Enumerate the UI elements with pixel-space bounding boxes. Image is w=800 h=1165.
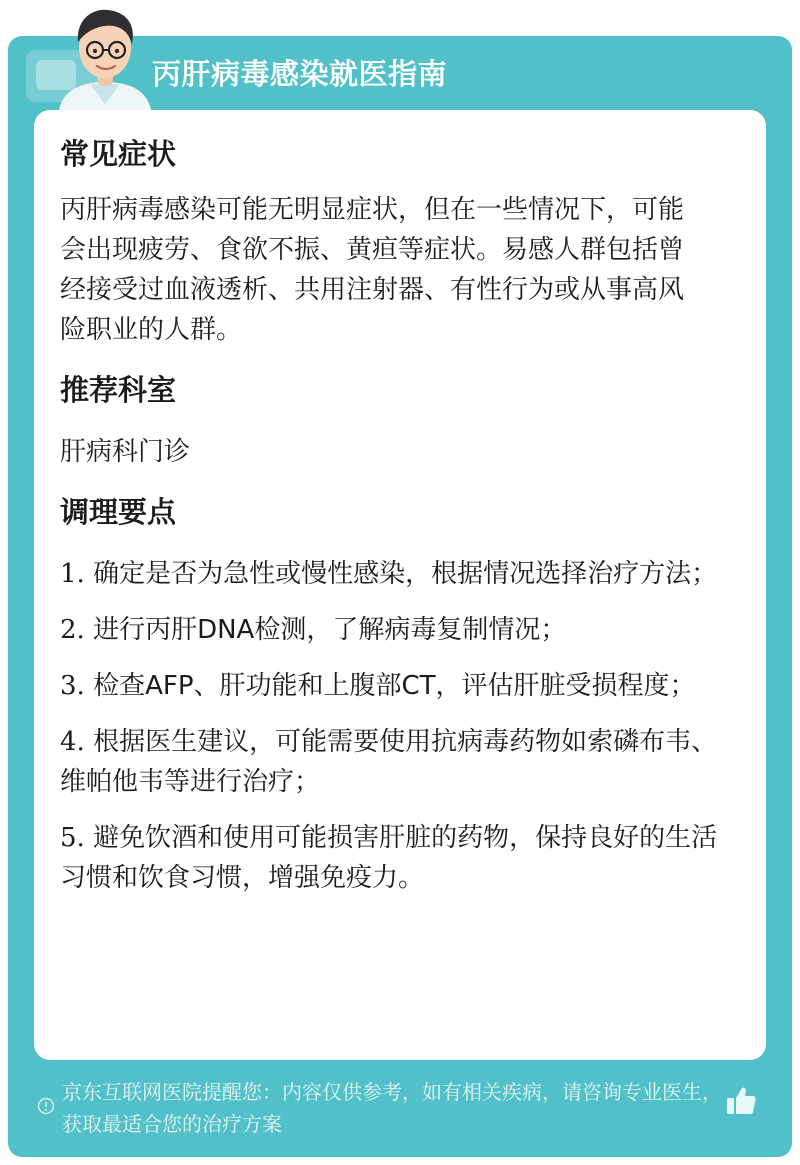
symptoms-heading: 常见症状 <box>60 137 177 171</box>
department-heading: 推荐科室 <box>60 373 177 407</box>
care-section <box>60 492 736 898</box>
department-text: 肝病科门诊 <box>60 437 191 467</box>
care-heading: 调理要点 <box>60 495 177 529</box>
thumbs-up-icon[interactable] <box>724 1084 758 1118</box>
list-item: 1. 确定是否为急性或慢性感染，根据情况选择治疗方法； <box>60 559 718 589</box>
content-card <box>34 110 766 1060</box>
disclaimer-text: 京东互联网医院提醒您：内容仅供参考，如有相关疾病，请咨询专业医生，获取最适合您的治疗方案 <box>62 1080 722 1136</box>
list-item: 3. 检查AFP、肝功能和上腹部CT，评估肝脏受损程度； <box>60 671 696 701</box>
list-item: 2. 进行丙肝DNA检测，了解病毒复制情况； <box>60 615 567 645</box>
symptoms-text: 丙肝病毒感染可能无明显症状，但在一些情况下，可能会出现疲劳、食欲不振、黄疸等症状。易感人群包括曾经接受过血液透析、共用注射器、有性行为或从事高风险职业的人群。 <box>60 195 685 345</box>
doctor-avatar-icon <box>50 4 160 116</box>
symptoms-section <box>60 134 736 350</box>
department-section <box>60 370 736 472</box>
info-icon <box>37 1097 55 1115</box>
page-title: 丙肝病毒感染就医指南 <box>152 57 448 91</box>
list-item: 5. 避免饮酒和使用可能损害肝脏的药物，保持良好的生活习惯和饮食习惯，增强免疫力。 <box>60 823 718 893</box>
list-item: 4. 根据医生建议，可能需要使用抗病毒药物如索磷布韦、维帕他韦等进行治疗； <box>60 727 718 797</box>
